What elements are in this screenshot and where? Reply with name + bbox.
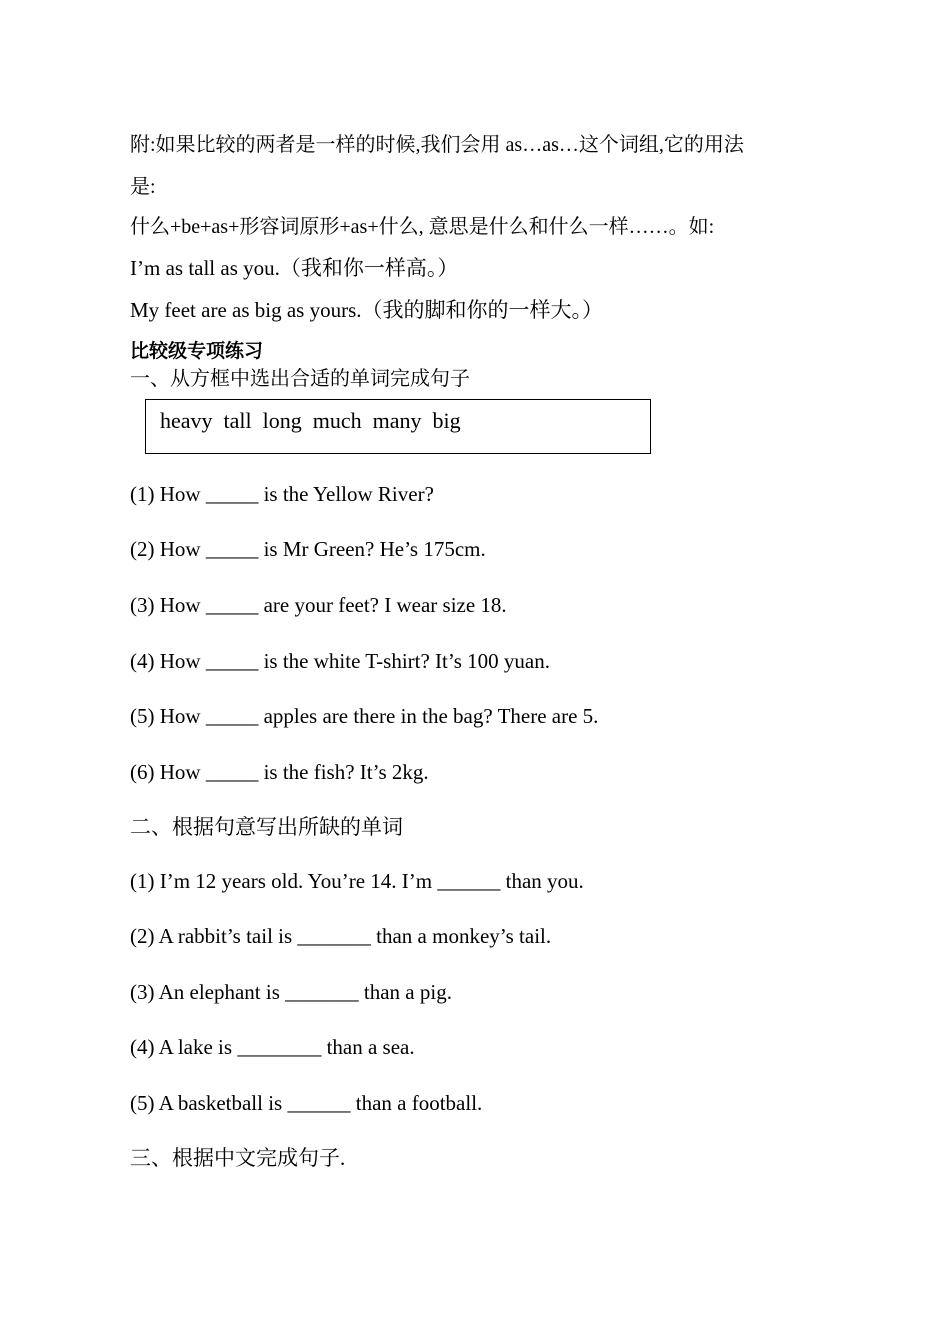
word-box (145, 399, 651, 454)
part1-item-3: (3) How _____ are your feet? I wear size 18. (130, 593, 507, 617)
part1-item-2: (2) How _____ is Mr Green? He’s 175cm. (130, 537, 486, 561)
part2-item-2: (2) A rabbit’s tail is _______ than a monkey’s tail. (130, 924, 552, 948)
part1-item-1: (1) How _____ is the Yellow River? (130, 482, 434, 506)
part2-item-4: (4) A lake is ________ than a sea. (130, 1035, 415, 1059)
intro-line-2: 是: (130, 176, 156, 198)
example-sentence-1: I’m as tall as you.（我和你一样高。） (130, 256, 459, 280)
intro-line-3: 什么+be+as+形容词原形+as+什么, 意思是什么和什么一样……。如: (130, 216, 715, 238)
section-title: 比较级专项练习 (130, 340, 264, 362)
intro-line-1: 附:如果比较的两者是一样的时候,我们会用 as…as…这个词组,它的用法 (130, 134, 744, 156)
part1-item-6: (6) How _____ is the fish? It’s 2kg. (130, 760, 429, 784)
part2-item-3: (3) An elephant is _______ than a pig. (130, 980, 452, 1004)
word-box-text: heavy tall long much many big (160, 408, 461, 433)
part1-heading: 一、从方框中选出合适的单词完成句子 (130, 368, 470, 390)
part2-item-1: (1) I’m 12 years old. You’re 14. I’m ______ than you. (130, 869, 584, 893)
example-sentence-2: My feet are as big as yours.（我的脚和你的一样大。） (130, 298, 604, 322)
part2-heading: 二、根据句意写出所缺的单词 (130, 815, 403, 839)
part1-item-4: (4) How _____ is the white T-shirt? It’s 100 yuan. (130, 649, 550, 673)
part2-item-5: (5) A basketball is ______ than a football. (130, 1091, 483, 1115)
part1-item-5: (5) How _____ apples are there in the bag? There are 5. (130, 704, 599, 728)
part3-heading: 三、根据中文完成句子. (130, 1146, 346, 1170)
